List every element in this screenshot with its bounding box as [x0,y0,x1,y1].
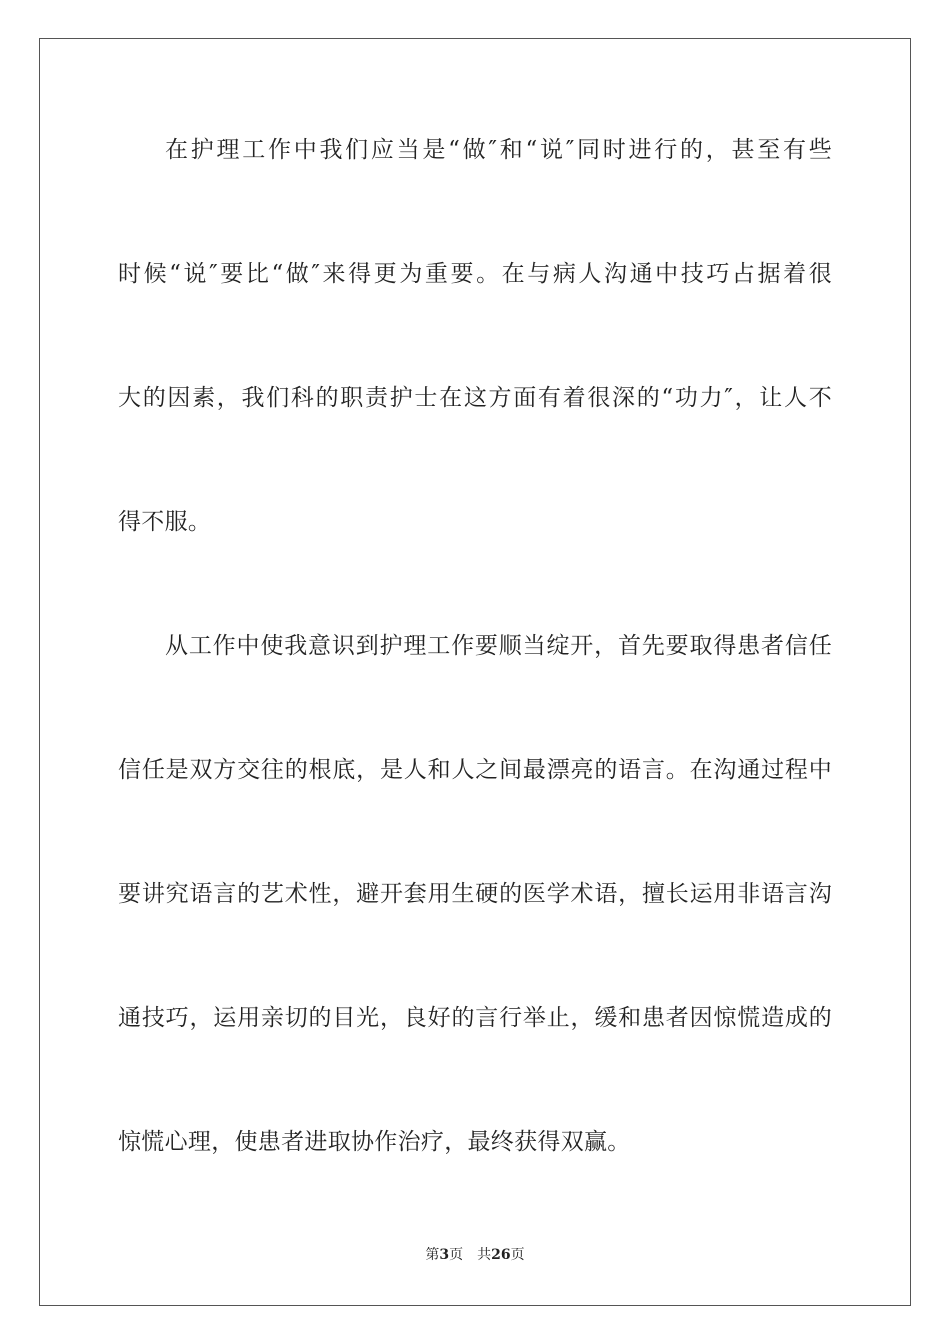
paragraph-1-line-3: 大的因素，我们科的职责护士在这方面有着很深的“功力″，让人不 [118,385,832,411]
total-suffix: 页 [510,1247,525,1263]
paragraph-1-line-4: 得不服。 [118,509,212,535]
paragraph-2-line-1: 从工作中使我意识到护理工作要顺当绽开，首先要取得患者信任 [165,633,832,659]
page-prefix: 第 [425,1247,440,1263]
paragraph-2-line-3: 要讲究语言的艺术性，避开套用生硬的医学术语，擅长运用非语言沟 [118,881,832,907]
paragraph-1-line-2: 时候“说″要比“做″来得更为重要。在与病人沟通中技巧占据着很 [118,261,832,287]
total-prefix: 共 [477,1247,492,1263]
paragraph-2-line-5: 惊慌心理，使患者进取协作治疗，最终获得双赢。 [118,1129,631,1155]
paragraph-1-line-1: 在护理工作中我们应当是“做″和“说″同时进行的，甚至有些 [165,137,832,163]
page-number: 3 [439,1247,450,1263]
paragraph-2-line-2: 信任是双方交往的根底，是人和人之间最漂亮的语言。在沟通过程中 [118,757,832,783]
page-suffix: 页 [449,1247,464,1263]
page-border [39,38,911,1306]
paragraph-2-line-4: 通技巧，运用亲切的目光，良好的言行举止，缓和患者因惊慌造成的 [118,1005,832,1031]
total-pages: 26 [491,1247,511,1263]
page-footer [0,1246,950,1264]
